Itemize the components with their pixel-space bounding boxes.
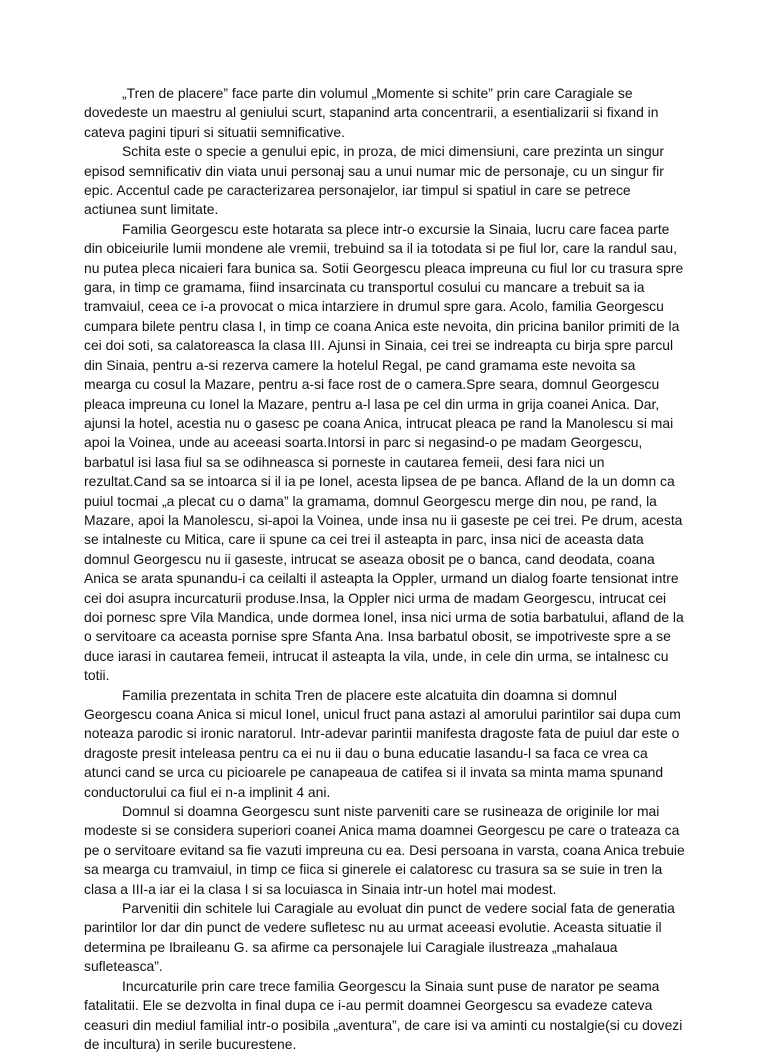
document-body bbox=[84, 84, 686, 1054]
paragraph-social-evolution: Parvenitii din schitele lui Caragiale au evoluat din punct de vedere social fata de generatia parintilor lor dar din punct de vedere sufletesc nu au urmat aceeasi evolutie. Aceasta situatie il determina pe Ibraileanu G. sa afirme ca personajele lui Caragiale ilustreaza „mahalaua sufleteasca”. bbox=[84, 900, 675, 975]
paragraph-family-description: Familia prezentata in schita Tren de placere este alcatuita din doamna si domnul Georgescu coana Anica si micul Ionel, unicul fruct pana astazi al amorului parintilor sai dupa cum noteaza parodic si ironic naratorul. Intr-adevar parintii manifesta dragoste fata de puiul dar este o dragoste presit inteleasa pentru ca ei nu ii dau o buna educatie lasandu-l sa faca ce vrea ca atunci cand se urca cu picioarele pe canapeaua de catifea si il invata sa minta mama spunand conductorului ca fiul ei n-a implinit 4 ani. bbox=[84, 686, 681, 800]
paragraph-parvenus: Domnul si doamna Georgescu sunt niste parveniti care se rusineaza de originile lor mai modeste si se considera superiori coanei Anica mama doamnei Georgescu pe care o trateaza ca pe o servitoare evitand sa fie vazuti impreuna cu ea. Desi persoana in varsta, coana Anica trebuie sa mearga cu tramvaiul, in timp ce fiica si ginerele ei calatoresc cu trasura sa se suie in tren la clasa a III-a iar ei la clasa I si sa locuiasca in Sinaia intr-un hotel mai modest. bbox=[84, 803, 685, 897]
paragraph-genre-definition: Schita este o specie a genului epic, in proza, de mici dimensiuni, care prezinta un singur episod semnificativ din viata unui personaj sau a unui numar mic de personaje, cu un singur fir epic. Accentul cade pe caracterizarea personajelor, iar timpul si spatiul in care se petrece actiunea sunt limitate. bbox=[84, 143, 665, 218]
paragraph-plot-summary: Familia Georgescu este hotarata sa plece intr-o excursie la Sinaia, lucru care facea parte din obiceiurile lumii mondene ale vremii, trebuind sa il ia totodata si pe fiul lor, care la randul sau, nu putea pleca nicaieri fara bunica sa. Sotii Georgescu pleaca impreuna cu fiul lor cu trasura spre gara, in timp ce gramama, fiind insarcinata cu transportul cosului cu mancare a trebuit sa ia tramvaiul, ceea ce i-a provocat o mica intarziere in drumul spre gara. Acolo, familia Georgescu cumpara bilete pentru clasa I, in timp ce coana Anica este nevoita, din pricina banilor primiti de la cei doi soti, sa calatoreasca la clasa III. Ajunsi in Sinaia, cei trei se indreapta cu birja spre parcul din Sinaia, pentru a-si rezerva camere la hotelul Regal, pe cand gramama este nevoita sa mearga cu cosul la Mazare, pentru a-si face rost de o camera.Spre seara, domnul Georgescu pleaca impreuna cu Ionel la Mazare, pentru a-l lasa pe cel din urma in grija coanei Anica. Dar, ajunsi la hotel, acestia nu o gasesc pe coana Anica, intrucat pleaca pe rand la Manolescu si mai apoi la Voinea, unde au aceeasi soarta.Intorsi in parc si negasind-o pe madam Georgescu, barbatul isi lasa fiul sa se odihneasca si porneste in cautarea femeii, desi fara nici un rezultat.Cand sa se intoarca si il ia pe Ionel, acesta lipsea de pe banca. Afland de la un domn ca puiul tocmai „a plecat cu o dama” la gramama, domnul Georgescu merge din nou, pe rand, la Mazare, apoi la Manolescu, si-apoi la Voinea, unde insa nu ii gaseste pe cei trei. Pe drum, acesta se intalneste cu Mitica, care ii spune ca cei trei il asteapta in parc, insa nici de aceasta data domnul Georgescu nu ii gaseste, intrucat se aseaza obosit pe o banca, cand deodata, coana Anica se arata spunandu-i ca ceilalti il asteapta la Oppler, urmand un dialog foarte tensionat intre cei doi asupra incurcaturii produse.Insa, la Oppler nici urma de madam Georgescu, intrucat cei doi pornesc spre Vila Mandica, unde dormea Ionel, insa nici urma de sotia barbatului, afland de la o servitoare ca aceasta pornise spre Sfanta Ana. Insa barbatul obosit, se impotriveste spre a se duce iarasi in cautarea femeii, intrucat il asteapta la vila, unde, in cele din urma, se intalnesc cu totii. bbox=[84, 220, 684, 684]
paragraph-conclusion: Incurcaturile prin care trece familia Georgescu la Sinaia sunt puse de narator pe seama fatalitatii. Ele se dezvolta in final dupa ce i-au permit doamnei Georgescu sa evadeze cateva ceasuri din mediul familial intr-o posibila „aventura”, de care isi va aminti cu nostalgie(si cu dovezi de incultura) in serile bucurestene. bbox=[84, 977, 683, 1052]
paragraph-intro: „Tren de placere” face parte din volumul „Momente si schite” prin care Caragiale se dovedeste un maestru al geniului scurt, stapanind arta concentrarii, a esentializarii si fixand in cateva pagini tipuri si situatii semnificative. bbox=[84, 85, 659, 140]
